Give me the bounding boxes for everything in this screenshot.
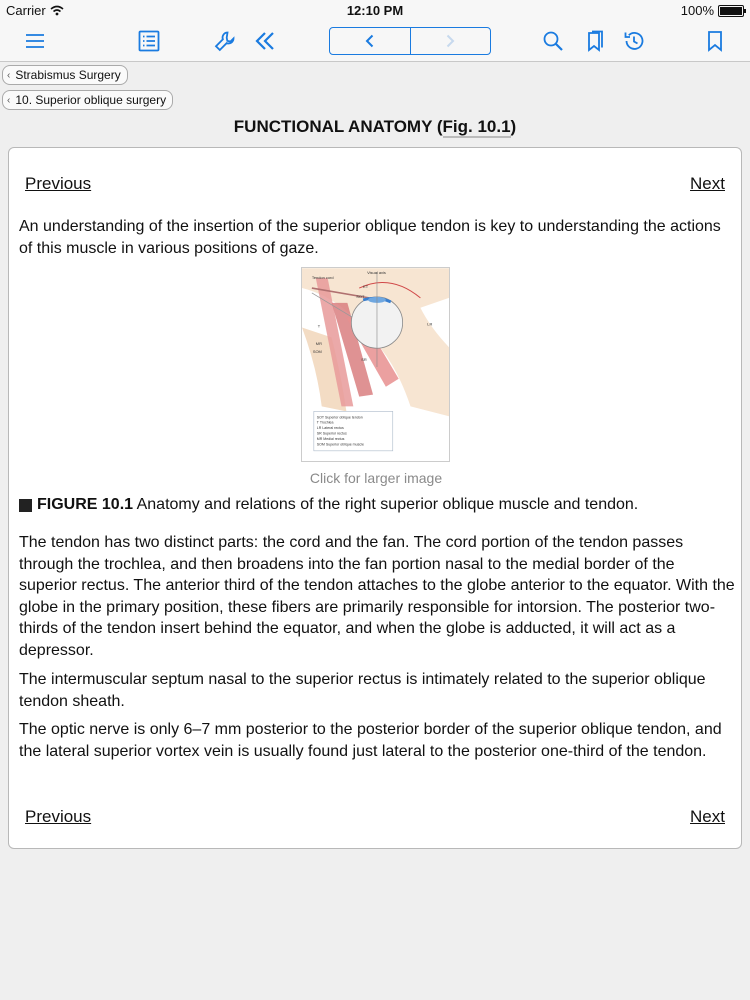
battery-percent: 100% (680, 3, 714, 18)
chevron-left-icon: ‹ (7, 69, 11, 81)
body-paragraph: The tendon has two distinct parts: the cord and the fan. The cord portion of the tendon passes through the trochlea, and then broadens into the fan portion nasal to the medial border of the superior rectus. The anterior third of the tendon attaches to the globe anterior to the equator. With the globe in the primary position, these fibers are primarily responsible for intorsion. The posterior two-thirds of the tendon insert behind the equator, and when the globe is adducted, it will act as a depressor. (19, 534, 735, 659)
breadcrumb-chapter[interactable] (2, 90, 173, 110)
figure-label: ET (363, 284, 369, 290)
figure-label: SOM (312, 349, 322, 355)
history-icon[interactable] (620, 27, 648, 55)
list-icon[interactable] (135, 27, 163, 55)
body-paragraph: The intermuscular septum nasal to the superior rectus is intimately related to the superior oblique tendon sheath. (19, 671, 706, 710)
toolbar (0, 20, 750, 62)
wrench-icon[interactable] (211, 27, 239, 55)
figure-caption (19, 496, 735, 514)
breadcrumb-label: Strabismus Surgery (15, 68, 121, 82)
next-link-bottom[interactable]: Next (690, 807, 725, 826)
battery-status (681, 3, 744, 18)
anatomy-illustration (302, 268, 449, 461)
page-title (0, 117, 750, 137)
legend-entry: SOM Superior oblique muscle (316, 442, 364, 447)
previous-link-top[interactable]: Previous (25, 174, 92, 193)
figure-label: Tendon cord (311, 275, 334, 281)
legend-entry: MR Medial rectus (316, 436, 345, 441)
menu-icon[interactable] (21, 27, 49, 55)
figure-link[interactable]: Fig. 10.1 (442, 117, 511, 136)
chevron-right-icon (442, 33, 458, 49)
breadcrumb-strabismus-surgery[interactable] (2, 65, 128, 85)
figure-label-bold: FIGURE 10.1 (37, 496, 134, 513)
legend-entry: SOT Superior oblique tendon (316, 415, 363, 420)
click-larger-hint[interactable]: Click for larger image (309, 470, 443, 486)
figure-label: T (317, 323, 321, 329)
figure-label: MR (315, 341, 322, 347)
search-icon[interactable] (539, 27, 567, 55)
forward-button[interactable] (410, 28, 491, 54)
double-chevron-left-icon[interactable] (251, 27, 279, 55)
content-card (8, 147, 742, 849)
battery-icon (718, 5, 744, 17)
title-text: FUNCTIONAL ANATOMY ( (233, 117, 443, 136)
body-paragraph: The optic nerve is only 6–7 mm posterior to the posterior border of the superior oblique tendon, and the lateral superior vortex vein is usually found just lateral to the posterior one-third of the tendon. (19, 721, 722, 760)
clock: 12:10 PM (346, 3, 404, 18)
back-button[interactable] (330, 28, 410, 54)
figure-label: SOT (356, 293, 365, 299)
chevron-left-icon: ‹ (7, 94, 11, 106)
bookmark-icon[interactable] (701, 27, 729, 55)
legend-entry: T Trochlea (316, 420, 334, 425)
battery-fill (720, 7, 742, 15)
figure-thumbnail[interactable] (301, 267, 450, 462)
legend-entry: LR Lateral rectus (316, 426, 344, 431)
intro-paragraph: An understanding of the insertion of the superior oblique tendon is key to understanding the actions of this muscle in various positions of gaze. (19, 218, 721, 257)
figure-label: SR (361, 357, 367, 363)
bookmarks-icon[interactable] (581, 27, 609, 55)
status-bar (0, 0, 750, 20)
previous-link-bottom[interactable]: Previous (25, 807, 92, 826)
title-close: ) (510, 117, 517, 136)
figure-label: Visual axis (367, 270, 386, 276)
figure-caption-text: Anatomy and relations of the right superior oblique muscle and tendon. (133, 496, 639, 513)
carrier-label: Carrier (6, 3, 46, 18)
next-link-top[interactable]: Next (690, 174, 725, 193)
breadcrumb-label: 10. Superior oblique surgery (15, 93, 167, 107)
chevron-left-icon (362, 33, 378, 49)
figure-label: LR (427, 321, 433, 327)
legend-entry: SR Superior rectus (316, 431, 347, 436)
figure-marker-icon (19, 499, 32, 512)
page-nav-segment (329, 27, 491, 55)
